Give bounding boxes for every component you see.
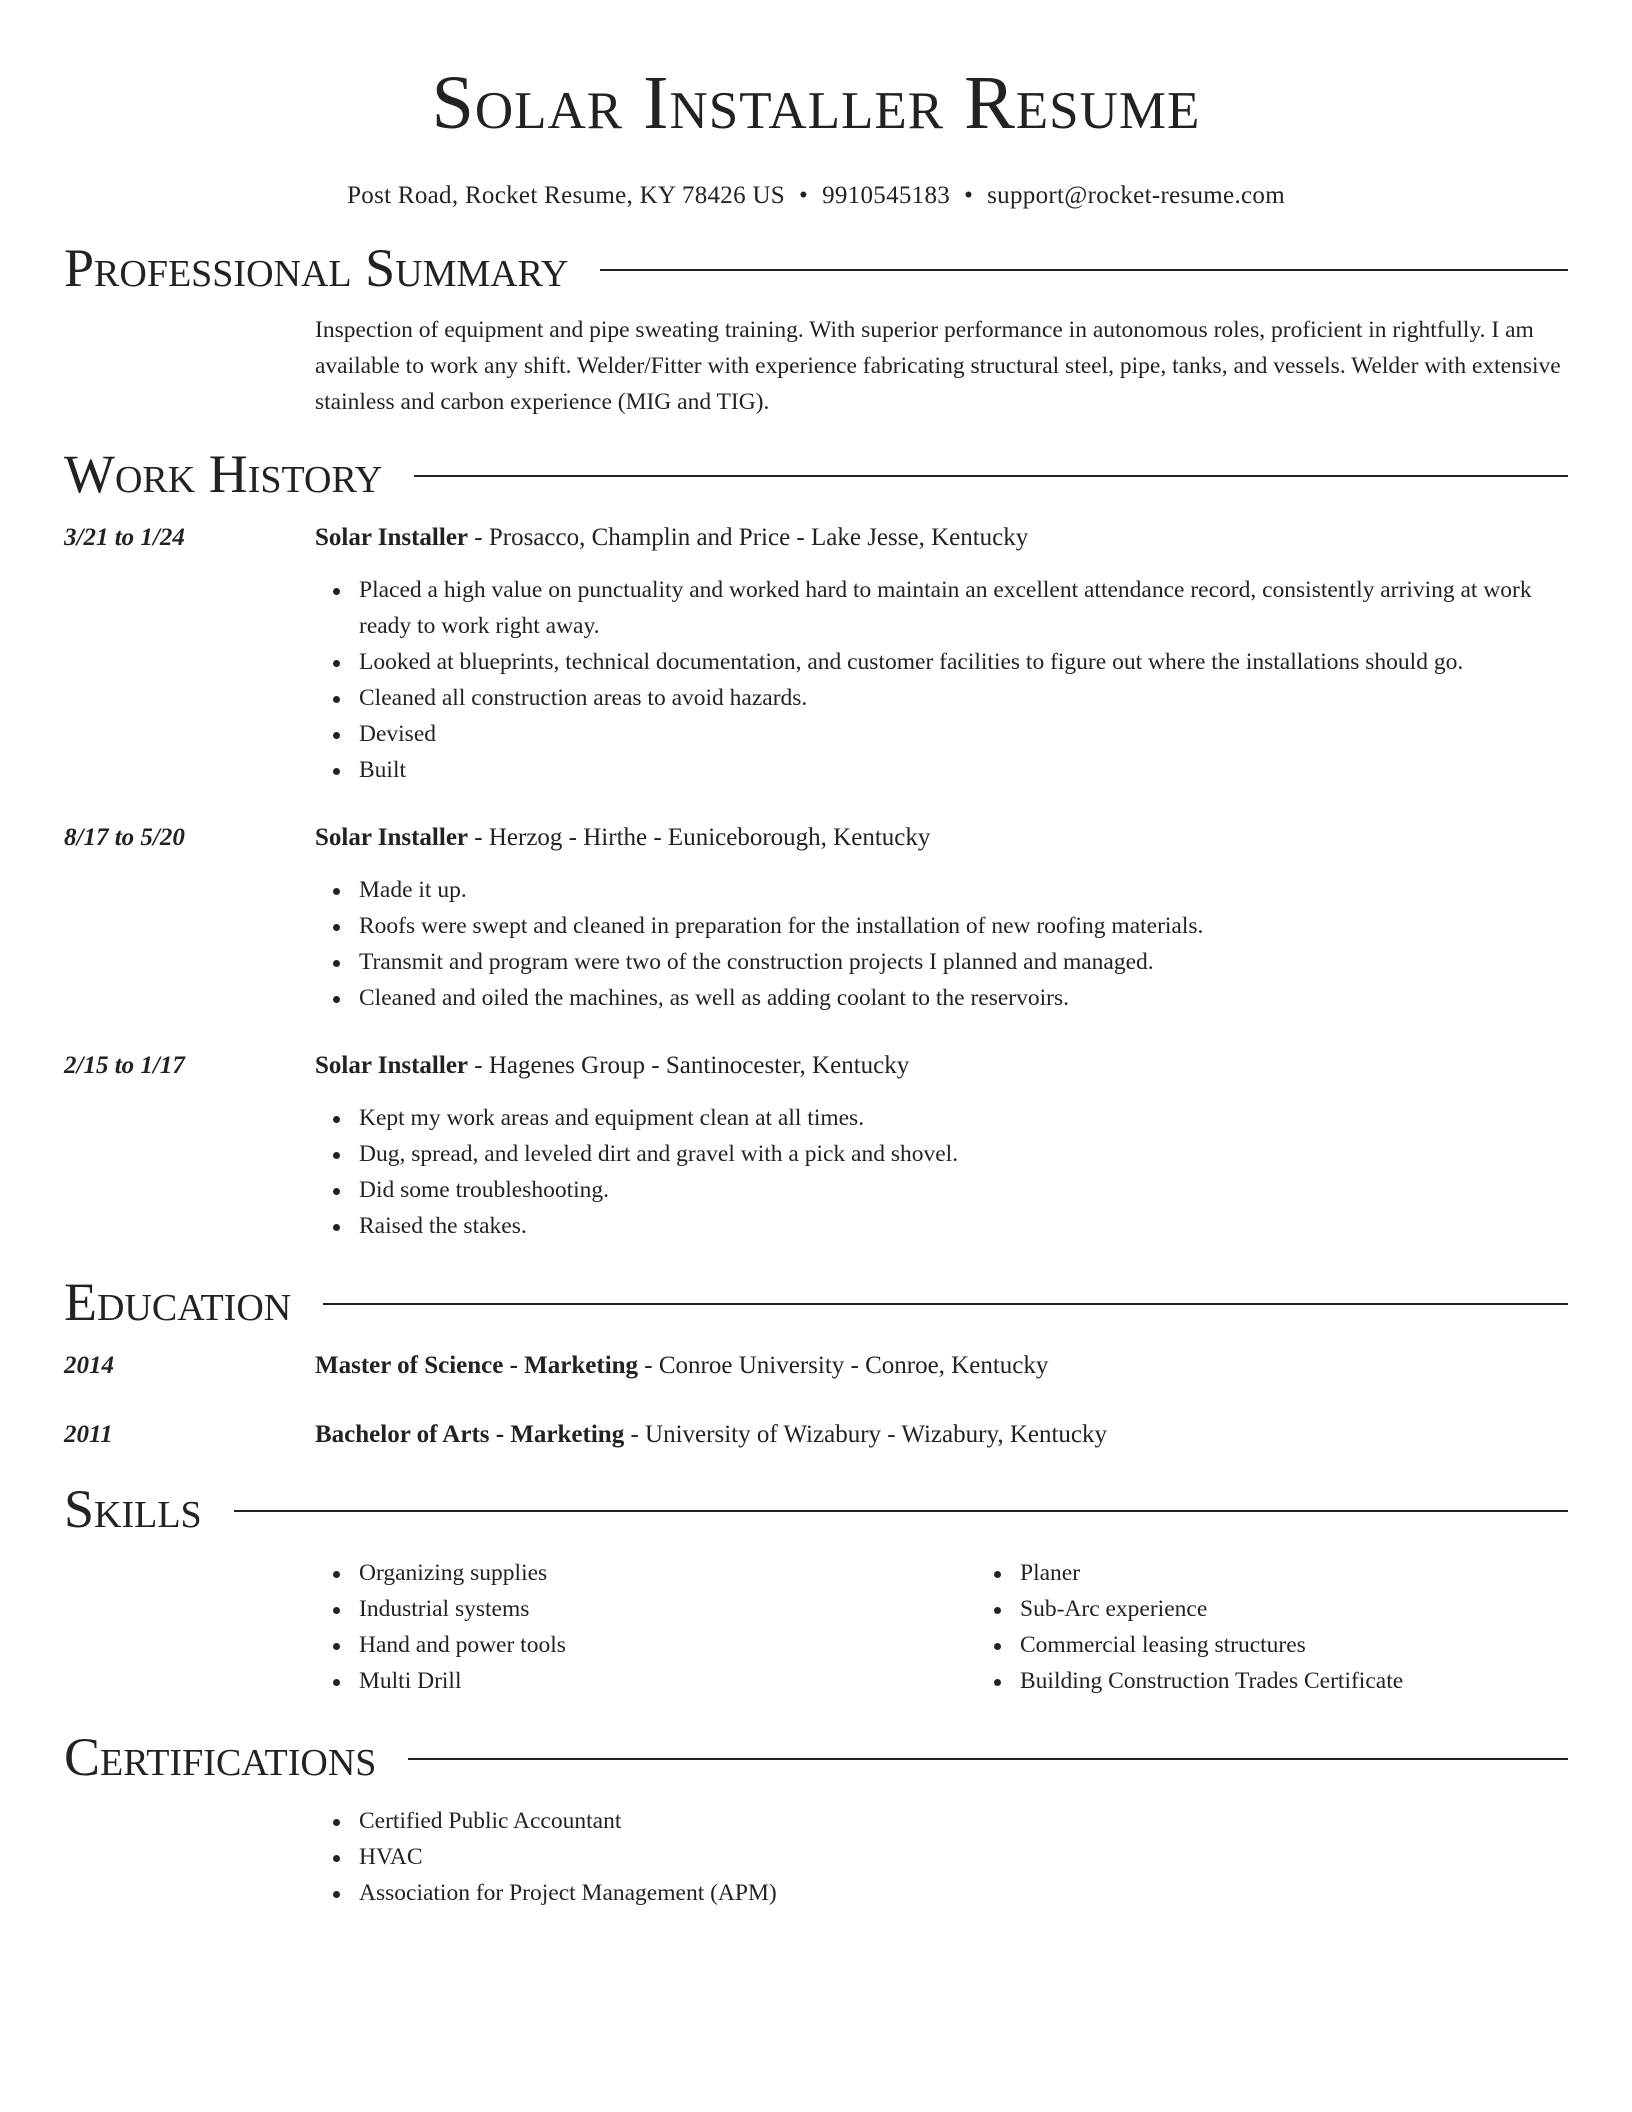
section-divider [323, 1303, 1568, 1305]
summary-section-header [64, 236, 1568, 300]
certification-item: Association for Project Management (APM) [359, 1875, 1568, 1911]
job-position: Solar Installer [315, 1052, 469, 1079]
job-heading [315, 1048, 1568, 1084]
job-heading [315, 820, 1568, 856]
contact-line [64, 178, 1568, 214]
skill-item: Building Construction Trades Certificate [1020, 1663, 1632, 1699]
job-bullet: Kept my work areas and equipment clean at all times. [359, 1100, 1568, 1136]
certifications-spacer [64, 1803, 315, 1911]
certifications-list [315, 1803, 1568, 1911]
job-details: - Prosacco, Champlin and Price - Lake Jesse, Kentucky [468, 524, 1029, 551]
job-bullet: Built [359, 752, 1568, 788]
job-dates: 8/17 to 5/20 [64, 824, 185, 851]
job-bullet: Dug, spread, and leveled dirt and gravel with a pick and shovel. [359, 1136, 1568, 1172]
skills-section-title: Skills [64, 1479, 202, 1539]
job-bullet: Roofs were swept and cleaned in preparation for the installation of new roofing materials. [359, 908, 1568, 944]
job-details: - Hagenes Group - Santinocester, Kentucky [468, 1052, 910, 1079]
skill-item: Multi Drill [359, 1663, 976, 1699]
education-details: - Conroe University - Conroe, Kentucky [638, 1352, 1049, 1379]
skills-list-right [976, 1555, 1632, 1699]
job-bullet: Cleaned and oiled the machines, as well as adding coolant to the reservoirs. [359, 980, 1568, 1016]
job-bullet: Placed a high value on punctuality and worked hard to maintain an excellent attendance record, consistently arriving at work ready to work right away. [359, 572, 1568, 644]
work-section-title: Work History [64, 444, 383, 504]
job-bullet: Did some troubleshooting. [359, 1172, 1568, 1208]
education-section-title: Education [64, 1272, 292, 1332]
certification-item: Certified Public Accountant [359, 1803, 1568, 1839]
job-bullet: Cleaned all construction areas to avoid hazards. [359, 680, 1568, 716]
summary-spacer [64, 312, 315, 420]
education-year: 2014 [64, 1352, 114, 1379]
education-entry [64, 1417, 1568, 1453]
job-dates: 2/15 to 1/17 [64, 1052, 185, 1079]
skill-item: Commercial leasing structures [1020, 1627, 1632, 1663]
summary-section-title: Professional Summary [64, 238, 569, 298]
section-divider [234, 1510, 1568, 1512]
job-bullets [315, 1100, 1568, 1244]
job-position: Solar Installer [315, 824, 469, 851]
education-entry [64, 1348, 1568, 1384]
skills-spacer [64, 1555, 315, 1699]
job-bullet: Raised the stakes. [359, 1208, 1568, 1244]
education-heading [315, 1417, 1568, 1453]
work-section-header [64, 442, 1568, 506]
summary-row [64, 312, 1568, 420]
skill-item: Industrial systems [359, 1591, 976, 1627]
contact-separator: • [964, 182, 974, 209]
job-bullet: Transmit and program were two of the construction projects I planned and managed. [359, 944, 1568, 980]
skill-item: Organizing supplies [359, 1555, 976, 1591]
skill-item: Sub-Arc experience [1020, 1591, 1632, 1627]
section-divider [408, 1758, 1568, 1760]
job-heading [315, 520, 1568, 556]
certifications-section-header [64, 1725, 1568, 1789]
job-entry [64, 1048, 1568, 1244]
certifications-section-title: Certifications [64, 1727, 377, 1787]
education-year: 2011 [64, 1421, 113, 1448]
job-bullets [315, 572, 1568, 788]
section-divider [600, 269, 1568, 271]
skills-row [64, 1555, 1568, 1699]
job-bullet: Looked at blueprints, technical documentation, and customer facilities to figure out where the installations should go. [359, 644, 1568, 680]
skills-section-header [64, 1477, 1568, 1541]
job-dates: 3/21 to 1/24 [64, 524, 185, 551]
education-heading [315, 1348, 1568, 1384]
section-divider [414, 475, 1568, 477]
contact-separator: • [799, 182, 809, 209]
job-bullet: Devised [359, 716, 1568, 752]
certification-item: HVAC [359, 1839, 1568, 1875]
job-bullet: Made it up. [359, 872, 1568, 908]
education-section-header [64, 1270, 1568, 1334]
skills-columns [315, 1555, 1632, 1699]
skill-item: Hand and power tools [359, 1627, 976, 1663]
resume-title: Solar Installer Resume [431, 61, 1201, 145]
education-details: - University of Wizabury - Wizabury, Kentucky [624, 1421, 1108, 1448]
education-degree: Master of Science - Marketing [315, 1352, 639, 1379]
job-entry [64, 520, 1568, 788]
summary-text: Inspection of equipment and pipe sweating training. With superior performance in autonomous roles, proficient in rightfully. I am available to work any shift. Welder/Fitter with experience fabricating structural steel, pipe, tanks, and vessels. Welder with extensive stainless and carbon experience (MIG and TIG). [315, 317, 1561, 415]
job-entry [64, 820, 1568, 1016]
job-details: - Herzog - Hirthe - Euniceborough, Kentucky [468, 824, 931, 851]
contact-email: support@rocket-resume.com [987, 182, 1285, 209]
certifications-row [64, 1803, 1568, 1911]
education-degree: Bachelor of Arts - Marketing [315, 1421, 625, 1448]
job-position: Solar Installer [315, 524, 469, 551]
contact-phone: 9910545183 [822, 182, 951, 209]
contact-address: Post Road, Rocket Resume, KY 78426 US [347, 182, 786, 209]
skill-item: Planer [1020, 1555, 1632, 1591]
skills-list-left [315, 1555, 976, 1699]
job-bullets [315, 872, 1568, 1016]
